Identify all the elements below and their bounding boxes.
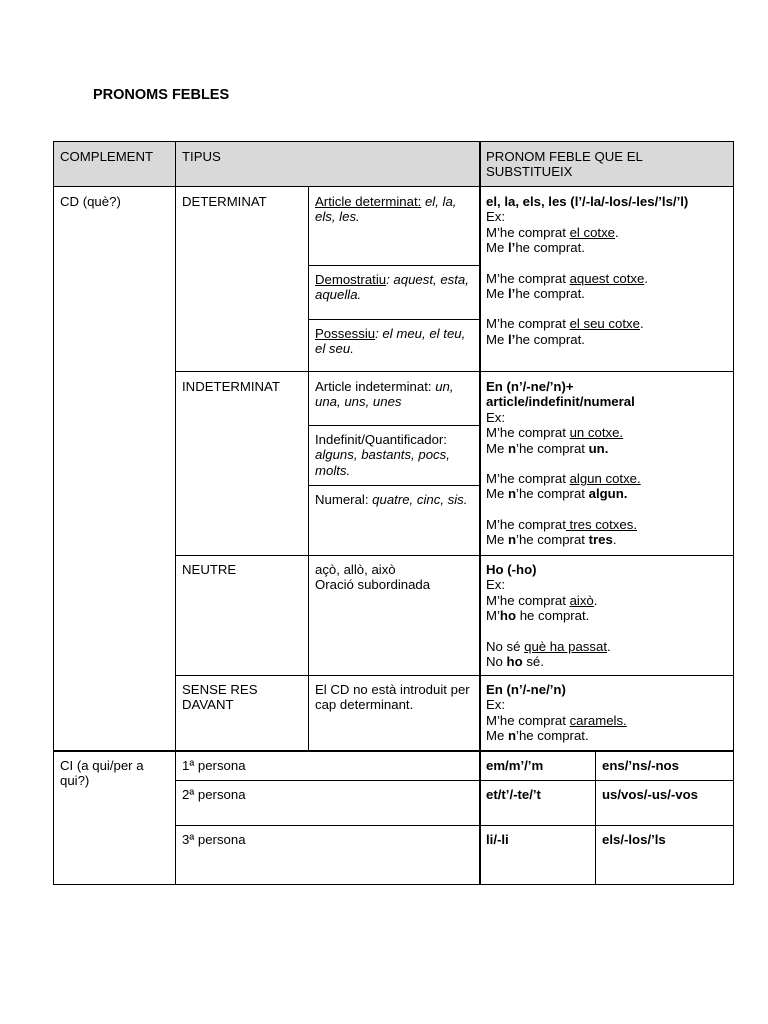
example-text: M’he comprat — [486, 471, 570, 487]
ci-persona-1: 1ª persona — [182, 758, 246, 773]
example-sentence — [486, 286, 727, 301]
ci-sing-2: et/t’/-te/’t — [486, 787, 541, 802]
table-border — [479, 141, 481, 885]
indefinit-label: Indefinit/Quantificador: — [315, 432, 447, 447]
example-sentence — [486, 728, 727, 743]
article-indeterminat-label: Article indeterminat: — [315, 379, 432, 394]
example-text: No — [486, 654, 507, 670]
example-text: . — [606, 638, 611, 654]
pronom-determinat-forms: el, la, els, les (l’/-la/-los/-les/’ls/’l) — [486, 194, 689, 209]
pronom-en: En (n’/-ne/’n) — [486, 682, 566, 697]
tipus-indeterminat: INDETERMINAT — [182, 379, 280, 394]
example-sentence — [486, 240, 727, 255]
table-border — [53, 141, 734, 142]
example-sentence — [486, 332, 727, 347]
neutre-oracio: Oració subordinada — [315, 577, 431, 593]
example-text: . — [615, 224, 619, 240]
table-border — [733, 141, 734, 885]
article-determinat-label: Article determinat: — [315, 194, 422, 209]
table-border — [176, 675, 734, 676]
example-text: . — [644, 270, 649, 286]
example-underlined: això — [569, 592, 594, 608]
pronom-determinat — [480, 187, 733, 372]
example-underlined: un cotxe. — [569, 425, 624, 441]
example-text: M’he comprat — [486, 592, 570, 608]
article-indeterminat-items: un, una, uns, unes — [315, 379, 454, 410]
pronom-en-line2: article/indefinit/numeral — [486, 394, 635, 410]
table-border — [53, 884, 734, 885]
pronom-ho: Ho (-ho) — [486, 562, 537, 577]
example-text: . — [612, 532, 617, 548]
table-border — [53, 186, 734, 187]
table-border — [176, 780, 734, 781]
example-sentence — [486, 713, 727, 728]
example-sentence — [486, 608, 727, 623]
example-text: he comprat. — [516, 608, 590, 624]
article-determinat-items: el, la, els, les. — [315, 194, 457, 225]
example-text: Me — [486, 486, 508, 502]
ex-label: Ex: — [486, 209, 506, 225]
tipus-neutre: NEUTRE — [182, 562, 237, 577]
example-text: he comprat. — [515, 286, 585, 302]
table-border — [309, 265, 480, 266]
tipus-determinat: DETERMINAT — [182, 194, 267, 209]
ci-label: CI (a qui/per a qui?) — [60, 758, 144, 789]
example-text: he comprat. — [515, 331, 585, 347]
example-sentence — [486, 517, 727, 532]
example-underlined: el seu cotxe — [569, 316, 640, 332]
example-pronoun: l’ — [507, 331, 516, 347]
example-text: ’he comprat — [516, 486, 589, 502]
example-underlined: algun cotxe. — [569, 471, 641, 487]
example-text: Me — [486, 331, 508, 347]
example-text: ’he comprat — [516, 532, 589, 548]
example-text: M’he comprat — [486, 224, 570, 240]
example-underlined: el cotxe — [569, 224, 616, 240]
header-complement: COMPLEMENT — [54, 142, 176, 187]
numeral-label: Numeral: — [315, 492, 369, 507]
possessiu-label: Possessiu — [315, 326, 376, 341]
example-sentence — [486, 654, 727, 669]
possessiu-items: : el meu, el teu, el seu. — [315, 326, 466, 357]
example-underlined: caramels. — [569, 712, 627, 728]
example-sentence — [486, 425, 727, 440]
example-sentence — [486, 225, 727, 240]
header-pronom: PRONOM FEBLE QUE EL SUBSTITUEIX — [480, 142, 733, 187]
example-text: . — [593, 592, 598, 608]
pronom-indeterminat — [480, 372, 733, 555]
example-sentence — [486, 271, 727, 286]
example-text: M’he comprat — [486, 270, 570, 286]
sub-indefinit — [309, 425, 480, 485]
example-sentence — [486, 471, 727, 486]
table-border — [176, 825, 734, 826]
ex-label: Ex: — [486, 409, 506, 425]
page-title: PRONOMS FEBLES — [93, 87, 230, 103]
example-text: Me — [486, 240, 508, 256]
table-border — [53, 141, 54, 885]
ci-plur-2: us/vos/-us/-vos — [602, 787, 699, 802]
example-text: No sé — [486, 638, 525, 654]
example-pronoun: ho — [499, 608, 517, 624]
example-pronoun: n — [507, 728, 517, 744]
example-text: . — [639, 316, 644, 332]
table-border — [176, 371, 734, 372]
pronom-sense-res — [480, 675, 733, 750]
example-bold: tres — [588, 532, 613, 548]
table-border — [309, 485, 480, 486]
cd-label: CD (què?) — [60, 194, 121, 209]
example-bold: algun. — [588, 486, 628, 502]
example-text: M’ — [486, 608, 500, 624]
sub-article-determinat — [309, 187, 480, 265]
sub-possessiu — [309, 319, 480, 372]
sub-numeral — [309, 485, 480, 555]
table-border — [175, 141, 176, 885]
ci-plur-3: els/-los/’ls — [602, 832, 666, 847]
header-tipus: TIPUS — [176, 142, 480, 187]
sub-article-indeterminat — [309, 372, 480, 425]
ci-persona-3: 3ª persona — [182, 832, 246, 847]
tipus-sense-res: SENSE RES DAVANT — [182, 682, 258, 713]
example-sentence — [486, 639, 727, 654]
example-underlined: aquest cotxe — [569, 270, 645, 286]
example-pronoun: l’ — [507, 240, 516, 256]
example-pronoun: n — [507, 532, 517, 548]
neutre-demostratius: açò, allò, això — [315, 562, 396, 577]
example-text: M’he comprat — [486, 425, 570, 441]
example-text: sé. — [522, 654, 544, 670]
example-text: Me — [486, 532, 508, 548]
pronom-neutre — [480, 555, 733, 675]
example-sentence — [486, 486, 727, 501]
example-pronoun: l’ — [507, 286, 516, 302]
example-pronoun: ho — [506, 654, 523, 670]
demostratiu-items: : aquest, esta, aquella. — [315, 272, 469, 303]
table-border — [308, 186, 309, 751]
indefinit-items: alguns, bastants, pocs, molts. — [315, 447, 450, 478]
example-pronoun: n — [507, 486, 517, 502]
numeral-items: quatre, cinc, sis. — [368, 492, 468, 507]
ex-label: Ex: — [486, 697, 506, 713]
demostratiu-label: Demostratiu — [315, 272, 387, 287]
example-text: ’he comprat — [516, 440, 589, 456]
example-text: ’he comprat. — [516, 728, 589, 744]
example-text: M’he comprat — [486, 516, 566, 532]
example-underlined: tres cotxes. — [565, 516, 637, 532]
example-text: M’he comprat — [486, 316, 570, 332]
example-text: M’he comprat — [486, 712, 570, 728]
table-border — [176, 555, 734, 556]
pronom-en-line1: En (n’/-ne/’n)+ — [486, 379, 574, 394]
table-border — [595, 750, 596, 885]
example-text: Me — [486, 286, 508, 302]
example-sentence — [486, 532, 727, 547]
example-pronoun: n — [507, 440, 517, 456]
example-text: he comprat. — [515, 240, 585, 256]
example-underlined: què ha passat — [524, 638, 607, 654]
ci-persona-2: 2ª persona — [182, 787, 246, 802]
example-text: Me — [486, 440, 508, 456]
ci-sing-1: em/m’/’m — [486, 758, 544, 773]
table-border — [309, 425, 480, 426]
sub-demostratiu — [309, 265, 480, 319]
example-text: Me — [486, 728, 508, 744]
table-border — [309, 319, 480, 320]
sub-neutre — [309, 555, 480, 675]
example-sentence — [486, 316, 727, 331]
ci-plur-1: ens/’ns/-nos — [602, 758, 679, 773]
example-sentence — [486, 593, 727, 608]
ci-sing-3: li/-li — [486, 832, 509, 847]
table-border — [53, 750, 734, 752]
example-sentence — [486, 441, 727, 456]
sub-sense-res: El CD no està introduit per cap determinant. — [315, 682, 470, 713]
ex-label: Ex: — [486, 577, 506, 593]
example-bold: un. — [588, 440, 609, 456]
